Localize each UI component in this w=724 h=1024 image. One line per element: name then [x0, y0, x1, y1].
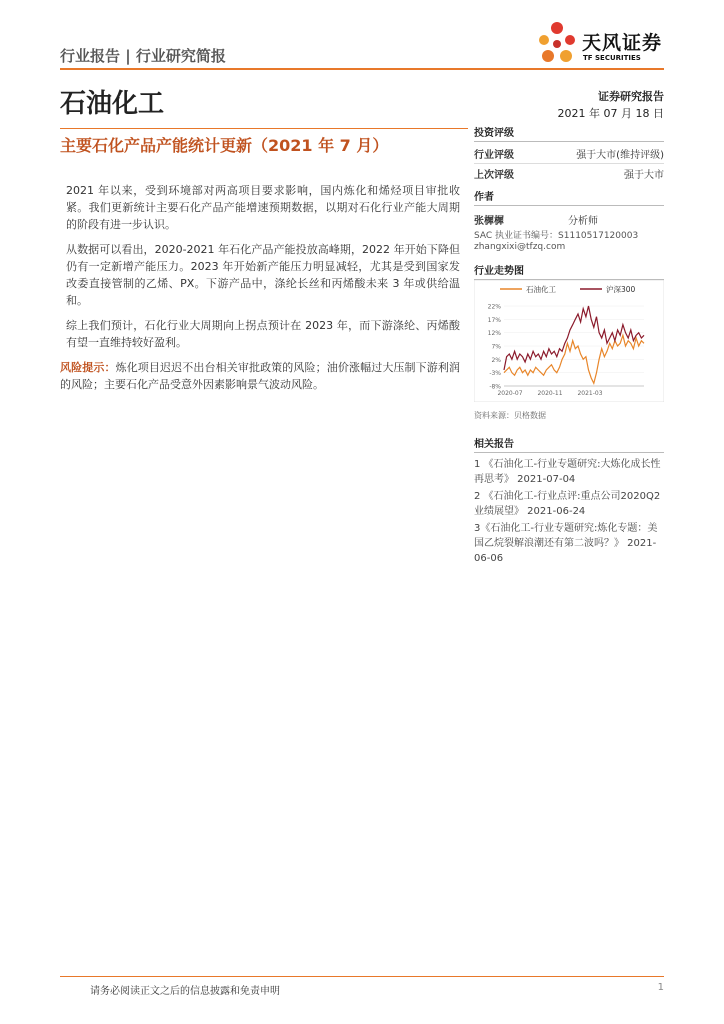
legend-label: 沪深300 [606, 285, 636, 294]
report-type: 证券研究报告 [598, 90, 664, 103]
paragraph-1: 2021 年以来，受到环境部对两高项目要求影响，国内炼化和烯烃项目审批收紧。我们更新统计主要石化产品产能增速预期数据，以期对石化行业产能大周期的阶段有进一步认识。 [66, 184, 460, 231]
y-tick-label: 2% [491, 356, 501, 364]
last-rating-value: 强于大市 [624, 170, 664, 181]
paragraph-2: 从数据可以看出，2020-2021 年石化产品产能投放高峰期，2022 年开始下降但仍有一定新增产能压力。2023 年开始新产能压力明显减轻，尤其是受到国家发改委直接管制的乙烯、PX。下游产品中，涤纶长丝和丙烯酸未来 3 年或供给温和。 [66, 243, 460, 307]
report-date: 2021 年 07 月 18 日 [557, 107, 664, 120]
related-report-item[interactable]: 1 《石油化工-行业专题研究:大炼化成长性再思考》 2021-07-04 [474, 459, 661, 485]
rating-heading: 投资评级 [474, 124, 664, 142]
related-report-item[interactable]: 2 《石油化工-行业点评:重点公司2020Q2 业绩展望》 2021-06-24 [474, 491, 661, 517]
related-section [474, 435, 664, 568]
last-rating-label: 上次评级 [474, 170, 514, 181]
logo-name-en: TF SECURITIES [583, 54, 641, 62]
report-category: 行业报告 | 行业研究简报 [60, 47, 226, 65]
trend-section [474, 262, 664, 280]
y-tick-label: 7% [491, 343, 501, 351]
trend-heading: 行业走势图 [474, 262, 664, 280]
risk-text: 炼化项目迟迟不出台相关审批政策的风险；油价涨幅过大压制下游利润的风险；主要石化产品受意外因素影响景气波动风险。 [60, 361, 461, 391]
author-name: 张樨樨 [474, 216, 504, 227]
related-report-item[interactable]: 3《石油化工-行业专题研究:炼化专题：美国乙烷裂解浪潮还有第二波吗？》 2021-06-06 [474, 523, 658, 564]
related-heading: 相关报告 [474, 435, 664, 453]
page-number: 1 [657, 982, 664, 993]
y-tick-label: 17% [487, 316, 501, 324]
y-tick-label: -8% [489, 383, 501, 391]
logo-mark-icon [534, 20, 580, 72]
logo-name-cn: 天风证券 [582, 32, 663, 54]
author-sac: SAC 执业证书编号：S1110517120003 [474, 231, 639, 241]
title-divider [60, 128, 468, 129]
paragraph-3: 综上我们预计，石化行业大周期向上拐点预计在 2023 年，而下游涤纶、丙烯酸有望一直维持较好盈利。 [66, 319, 460, 349]
risk-warning [60, 359, 460, 393]
author-heading: 作者 [474, 188, 664, 206]
footer-divider [60, 976, 664, 977]
x-tick-label: 2021-03 [577, 390, 603, 397]
footer-disclaimer: 请务必阅读正文之后的信息披露和免责申明 [90, 986, 280, 997]
industry-trend-chart [474, 280, 664, 402]
company-logo [534, 20, 674, 72]
chart-source: 资料来源：贝格数据 [474, 411, 546, 420]
y-tick-label: -3% [489, 370, 501, 378]
y-tick-label: 12% [487, 330, 501, 338]
report-title: 主要石化产品产能统计更新（2021 年 7 月） [60, 136, 389, 155]
x-tick-label: 2020-11 [537, 390, 563, 397]
legend-label: 石油化工 [526, 285, 556, 294]
author-section [474, 188, 664, 252]
rating-section [474, 124, 664, 181]
y-tick-label: 22% [487, 303, 501, 311]
summary-body [60, 182, 461, 401]
author-role: 分析师 [568, 216, 598, 227]
risk-label: 风险提示： [60, 361, 116, 374]
x-tick-label: 2020-07 [497, 390, 523, 397]
industry-title: 石油化工 [60, 89, 165, 119]
author-email[interactable]: zhangxixi@tfzq.com [474, 242, 566, 252]
industry-rating-value: 强于大市(维持评级) [576, 150, 664, 161]
industry-rating-label: 行业评级 [474, 150, 514, 161]
